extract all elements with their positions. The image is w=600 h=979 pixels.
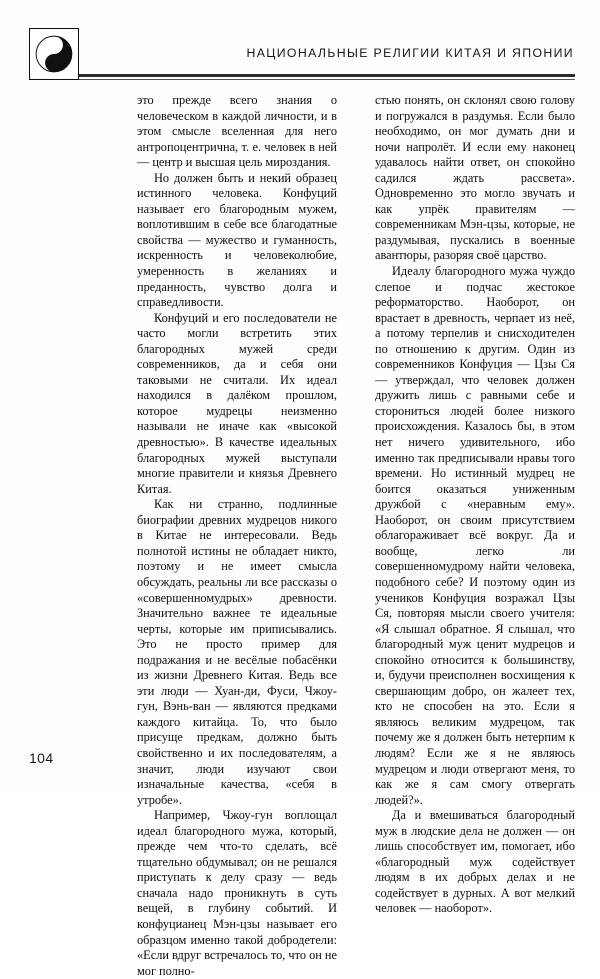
header-divider-rule (79, 74, 575, 81)
header-rule-thick (79, 74, 575, 77)
paragraph: Как ни странно, подлинные биографии древних мудрецов никого в Китае не интересовали. Ведь полнотой истины не обладает никто, поэтому и не имеет смысла обсуждать, реальны ли все рассказы о «совершенномудрых» древности. Значительно важнее те идеальные черты, которые им приписывались. Это не просто пример для подражания и не весёлые побасёнки из жизни Древнего Китая. Ведь все эти люди — Хуан-ди, Фуси, Чжоу-гун, Вэнь-ван — являются предками каждого китайца. То, что было присуще предкам, должно быть свойственно и их последователям, а значит, люди изучают свои изначальные качества, «себя в утробе». (137, 497, 337, 807)
text-column-right (375, 93, 575, 917)
paragraph: это прежде всего знания о человеческом в каждой личности, и в этом смысле вселенная для него антропоцентрична, т. е. человек в ней — центр и высшая цель мироздания. (137, 93, 337, 170)
paragraph: Да и вмешиваться благородный муж в людские дела не должен — он лишь способствует им, помогает, ибо «благородный муж содействует людям в их добрых делах и не содействует в дурных. А вот мелкий человек — наоборот». (375, 808, 575, 916)
header-rule-thin (79, 79, 575, 80)
paragraph: Конфуций и его последователи не часто могли встретить этих благородных мужей среди современников, да и себя они таковыми не считали. Их идеал находился в далёком прошлом, которое мудрецы неизменно называли не иначе как «высокой древностью». В качестве идеальных благородных мужей выступали многие правители и князья Древнего Китая. (137, 310, 337, 496)
body-columns (137, 93, 575, 978)
text-column-left (137, 93, 337, 979)
paragraph: Но должен быть и некий образец истинного человека. Конфуций называет его благородным мужем, воплотившим в себе все благодатные свойства — мужество и гуманность, искренность и человеколюбие, умеренность в желаниях и преданность, чувство долга и справедливости. (137, 170, 337, 310)
running-head-title: НАЦИОНАЛЬНЫЕ РЕЛИГИИ КИТАЯ И ЯПОНИИ (246, 46, 574, 60)
page-number: 104 (29, 750, 54, 766)
page-header (0, 28, 600, 86)
yin-yang-logo-box (29, 28, 79, 80)
paragraph: Идеалу благородного мужа чуждо слепое и подчас жестокое реформаторство. Наоборот, он врастает в древность, черпает из неё, а потому терпелив и снисходителен по отношению к другим. Один из современников Конфуция — Цзы Ся — утверждал, что человек должен дружить лишь с равными себе и сторониться людей более низкого происхождения. Казалось бы, в этом нет ничего удивительного, ибо именно так предписывали нравы того времени. Но истинный мудрец не боится оказаться униженным дружбой с «неравным ему». Наоборот, он своим присутствием облагораживает всё вокруг. Да и вообще, легко ли совершенномудрому найти человека, подобного себе? И поэтому один из учеников Конфуция возражал Цзы Ся, повторяя мысли своего учителя: «Я слышал обратное. Я слышал, что благородный муж ценит мудрецов и спокойно относится к большинству, и, будучи преисполнен восхищения к свершающим добро, он жалеет тех, кто не способен на это. Если я являюсь великим мудрецом, так почему же я должен быть нетерпим к людям? Если же я не являюсь мудрецом и люди отвергают меня, то как же я сам смогу отвергать людей?». (375, 264, 575, 807)
yin-yang-icon (35, 35, 73, 73)
paragraph: стью понять, он склонял свою голову и погружался в раздумья. Если было необходимо, он мог думать дни и ночи напролёт. И если ему наконец удавалось найти ответ, он спокойно садился ждать рассвета». Одновременно это могло звучать и как упрёк правителям — современникам Мэн-цзы, которые, не раздумывая, пускались в военные авантюры, разоряя своё царство. (375, 93, 575, 263)
paragraph: Например, Чжоу-гун воплощал идеал благородного мужа, который, прежде чем что-то сделать, всё тщательно обдумывал; он не решался приступать к делу сразу — ведь сначала надо проникнуть в суть вещей, в глубину событий. И конфуцианец Мэн-цзы называет его образцом именно такой добродетели: «Если вдруг встречалось то, что он не мог полно- (137, 808, 337, 978)
